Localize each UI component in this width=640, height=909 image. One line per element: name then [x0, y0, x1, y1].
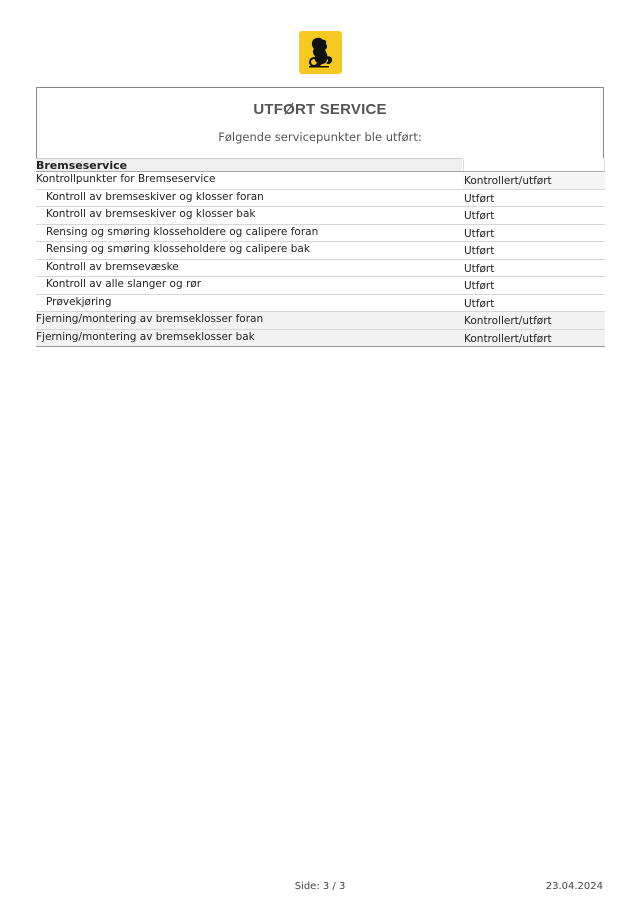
page-number: Side: 3 / 3: [294, 881, 346, 892]
row-label: Prøvekjøring: [46, 295, 112, 308]
row-status: Kontrollert/utført: [464, 315, 552, 327]
row-label: Kontroll av bremseskiver og klosser foran: [46, 190, 264, 203]
row-status: Utført: [464, 262, 495, 275]
table-row: [36, 277, 605, 295]
row-label: Kontrollpunkter for Bremseservice: [36, 173, 216, 185]
table-row: [36, 207, 605, 225]
service-table: [36, 158, 605, 347]
table-row: [36, 190, 605, 208]
row-status: Utført: [464, 297, 495, 310]
table-row: [36, 295, 605, 313]
row-status: Utført: [464, 227, 495, 240]
table-row: [36, 260, 605, 278]
row-status: Kontrollert/utført: [464, 332, 552, 345]
row-status: Utført: [464, 210, 495, 222]
row-label: Fjerning/montering av bremseklosser bak: [36, 330, 255, 343]
page-title: UTFØRT SERVICE: [253, 101, 387, 118]
row-status: Utført: [464, 280, 495, 292]
row-label: Fjerning/montering av bremseklosser foran: [36, 313, 264, 325]
page-subtitle: Følgende servicepunkter ble utført:: [218, 130, 422, 144]
row-status: Kontrollert/utført: [464, 175, 552, 187]
row-label: Kontroll av alle slanger og rør: [46, 278, 202, 290]
table-row: [36, 225, 605, 243]
section-title: Bremseservice: [36, 159, 128, 172]
row-status: Utført: [464, 245, 495, 257]
header-box: [36, 87, 604, 158]
table-row: [36, 172, 605, 190]
brand-logo: [299, 31, 342, 74]
section-header-row: [36, 158, 605, 172]
table-row: [36, 242, 605, 260]
lion-logo-icon: [299, 31, 342, 74]
table-row: [36, 312, 605, 330]
row-label: Rensing og smøring klosseholdere og calipere foran: [46, 225, 319, 238]
row-label: Rensing og smøring klosseholdere og calipere bak: [46, 243, 310, 255]
document-date: 23.04.2024: [545, 881, 603, 892]
row-label: Kontroll av bremsevæske: [46, 260, 179, 273]
row-status: Utført: [464, 192, 495, 205]
row-label: Kontroll av bremseskiver og klosser bak: [46, 208, 256, 220]
table-row: [36, 330, 605, 348]
